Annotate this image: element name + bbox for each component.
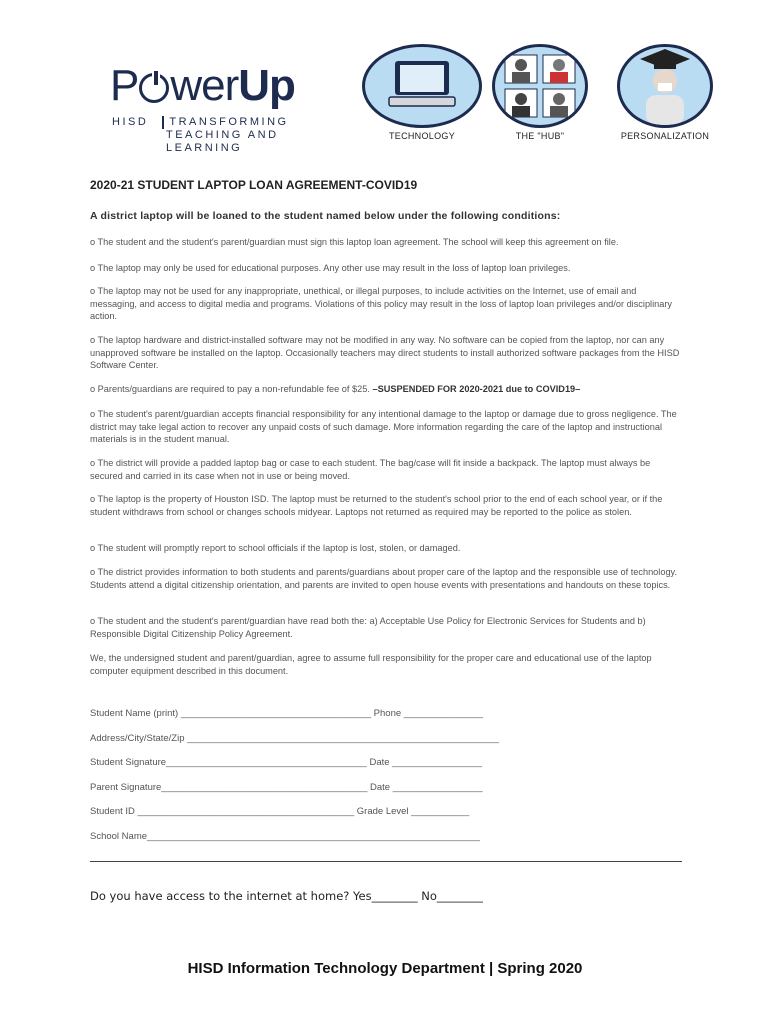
internet-access-question[interactable]: Do you have access to the internet at home? Yes________ No________	[90, 889, 483, 903]
condition-paragraph: o The district provides information to both students and parents/guardians about proper care of the laptop and the responsible use of technology. Students attend a digital citizenship orientation, and parents are invited to open house events with presentations and handouts on these topics.	[90, 567, 678, 590]
logo-wordmark: P werUp	[110, 61, 295, 110]
address-field[interactable]: Address/City/State/Zip ___________________________________________________________	[90, 732, 499, 744]
pillar-label: PERSONALIZATION	[620, 131, 710, 141]
conditions-heading: A district laptop will be loaned to the student named below under the following conditions:	[90, 210, 561, 222]
pillar-personalization	[612, 44, 718, 141]
condition-paragraph: o The laptop hardware and district-installed software may not be modified in any way. No software can be copied from the laptop, nor can any unapproved software be installed on the laptop. Occasionally teachers may direct students to install authorized software packages from the HISD Software Center.	[90, 335, 680, 370]
pillar-technology	[362, 44, 482, 141]
school-name-field[interactable]: School Name_______________________________________________________________	[90, 830, 480, 842]
logo-tagline: HISD TRANSFORMING TEACHING AND LEARNING	[112, 116, 289, 154]
power-icon	[139, 73, 169, 103]
condition-paragraph: o The student and the student's parent/guardian have read both the: a) Acceptable Use Policy for Electronic Services for Students and b) Responsible Digital Citizenship Policy Agreement.	[90, 616, 646, 639]
pillar-hub	[492, 44, 588, 141]
divider	[90, 861, 682, 862]
student-name-phone-field[interactable]: Student Name (print) ____________________________________ Phone _______________	[90, 708, 484, 719]
laptop-icon	[362, 44, 482, 128]
page-footer: HISD Information Technology Department | Spring 2020	[187, 960, 583, 977]
graduate-icon	[617, 44, 713, 128]
fee-suspended-notice: –SUSPENDED FOR 2020-2021 due to COVID19–	[372, 384, 581, 394]
condition-paragraph: o The laptop is the property of Houston ISD. The laptop must be returned to the student's school prior to the end of each school year, or if the student withdraws from school or changes schools midyear. Laptops not returned as required may be reported to the police as stolen.	[90, 494, 663, 517]
fee-paragraph: o Parents/guardians are required to pay a non-refundable fee of $25. –SUSPENDED FOR 2020-2021 due to COVID19–	[90, 384, 581, 394]
agreement-statement: We, the undersigned student and parent/guardian, agree to assume full responsibility for the proper care and educational use of the laptop computer equipment described in this document.	[90, 653, 652, 676]
parent-signature-field[interactable]: Parent Signature_______________________________________ Date _________________	[90, 781, 483, 793]
condition-paragraph: o The laptop may not be used for any inappropriate, unethical, or illegal purposes, to include activities on the Internet, use of email and messaging, and access to digital media and programs. Violations of this policy may result in the loss of laptop loan privileges and/or disciplinary action.	[90, 286, 673, 321]
condition-paragraph: o The district will provide a padded laptop bag or case to each student. The bag/case will fit inside a backpack. The laptop must always be secured and carried in its case when not in use or being moved.	[90, 458, 651, 481]
page-header	[0, 40, 770, 154]
signature-form	[90, 708, 530, 855]
people-icon	[492, 44, 588, 128]
pillars-graphic	[362, 44, 722, 154]
student-id-grade-field[interactable]: Student ID _________________________________________ Grade Level ___________	[90, 806, 470, 817]
document-title: 2020-21 STUDENT LAPTOP LOAN AGREEMENT-COVID19	[90, 178, 418, 192]
condition-paragraph: o The laptop may only be used for educational purposes. Any other use may result in the loss of laptop loan privileges.	[90, 263, 571, 273]
student-signature-field[interactable]: Student Signature______________________________________ Date _________________	[90, 757, 482, 768]
condition-paragraph: o The student and the student's parent/guardian must sign this laptop loan agreement. The school will keep this agreement on file.	[90, 237, 619, 247]
pillar-label: THE "HUB"	[515, 131, 565, 141]
condition-paragraph: o The student's parent/guardian accepts financial responsibility for any intentional damage to the laptop or damage due to gross negligence. The district may take legal action to recover any unpaid costs of such damage. More information regarding the care of the laptop and instructional materials is in the student manual.	[90, 409, 677, 444]
condition-paragraph: o The student will promptly report to school officials if the laptop is lost, stolen, or damaged.	[90, 543, 461, 553]
powerup-logo	[110, 60, 350, 154]
pillar-label: TECHNOLOGY	[388, 131, 455, 141]
